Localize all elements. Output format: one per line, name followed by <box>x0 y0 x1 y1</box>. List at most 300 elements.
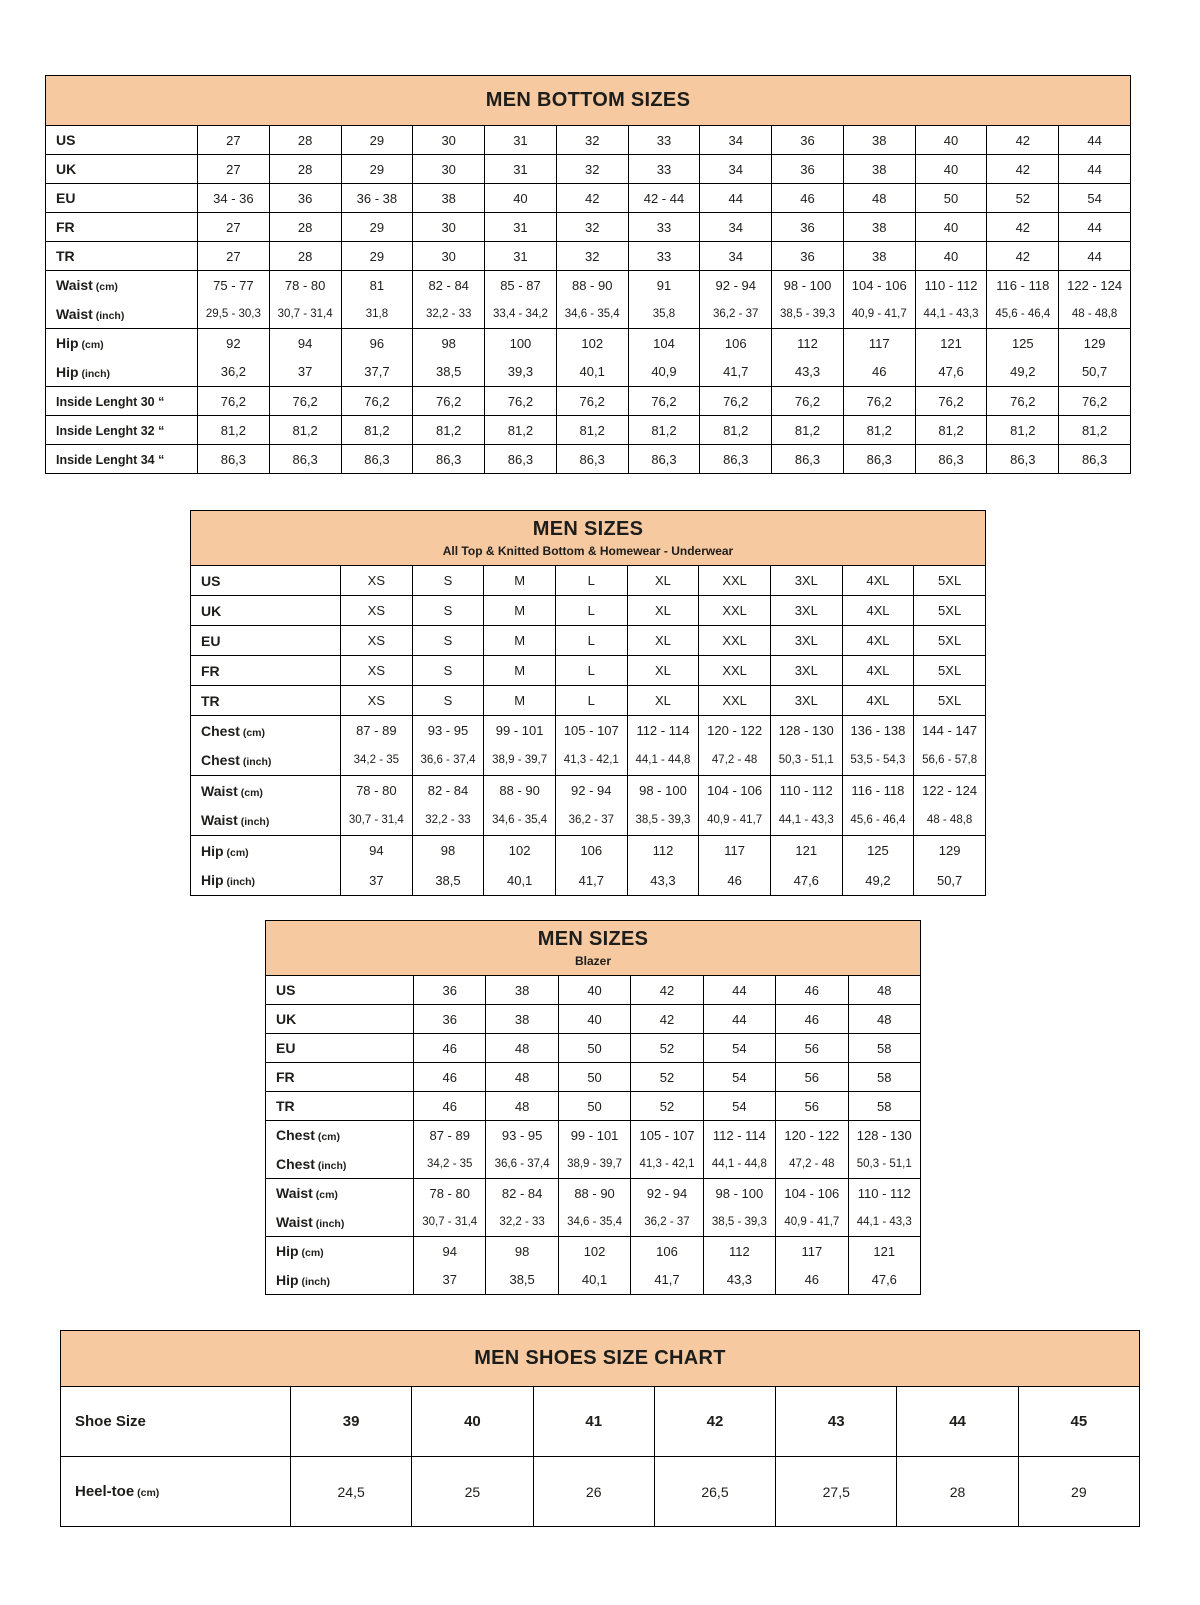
size-value: 76,2 <box>556 387 628 416</box>
size-value: 29 <box>1018 1457 1139 1527</box>
size-value: 81,2 <box>987 416 1059 445</box>
size-value: 52 <box>987 184 1059 213</box>
table-row <box>266 1034 921 1063</box>
size-value: 94 <box>341 836 413 866</box>
size-value: 43,3 <box>772 358 844 387</box>
size-value: 40,1 <box>556 358 628 387</box>
table-row <box>266 1121 921 1150</box>
size-value: 98 - 100 <box>627 776 699 806</box>
row-label: TR <box>191 686 341 716</box>
size-value: 38 <box>843 126 915 155</box>
size-value: 38 <box>413 184 485 213</box>
size-value: 28 <box>269 155 341 184</box>
size-value: 44,1 - 43,3 <box>915 300 987 329</box>
size-value: 110 - 112 <box>915 271 987 300</box>
table-row <box>46 387 1131 416</box>
size-value: 86,3 <box>269 445 341 474</box>
row-label: Waist (inch) <box>46 300 198 329</box>
size-value: S <box>412 626 484 656</box>
size-value: 46 <box>772 184 844 213</box>
size-value: 98 <box>412 836 484 866</box>
table-header-band <box>266 921 921 976</box>
size-value: 81,2 <box>772 416 844 445</box>
size-value: 48 <box>486 1063 558 1092</box>
size-value: 86,3 <box>772 445 844 474</box>
size-value: 4XL <box>842 626 914 656</box>
size-value: 56 <box>776 1034 848 1063</box>
size-value: 48 <box>848 1005 920 1034</box>
size-value: 76,2 <box>341 387 413 416</box>
size-value: 42 <box>987 242 1059 271</box>
size-value: 40 <box>485 184 557 213</box>
row-label: TR <box>266 1092 414 1121</box>
size-value: 125 <box>842 836 914 866</box>
size-value: 86,3 <box>915 445 987 474</box>
size-value: 122 - 124 <box>914 776 986 806</box>
size-value: 81,2 <box>269 416 341 445</box>
size-value: S <box>412 686 484 716</box>
size-value: M <box>484 566 556 596</box>
size-value: 27 <box>198 126 270 155</box>
size-value: 34,2 - 35 <box>341 746 413 776</box>
size-value: 52 <box>631 1092 703 1121</box>
size-value: 36 <box>772 126 844 155</box>
size-value: M <box>484 686 556 716</box>
table-row <box>266 1063 921 1092</box>
size-value: 32,2 - 33 <box>413 300 485 329</box>
size-value: 58 <box>848 1063 920 1092</box>
size-value: XXL <box>699 656 771 686</box>
table-header-band <box>61 1331 1140 1387</box>
table-row <box>46 358 1131 387</box>
row-label: Chest (inch) <box>266 1150 414 1179</box>
table-row <box>46 416 1131 445</box>
size-value: 46 <box>699 866 771 896</box>
size-value: 88 - 90 <box>484 776 556 806</box>
row-label: Chest (cm) <box>191 716 341 746</box>
size-value: 43 <box>776 1387 897 1457</box>
men-bottom-sizes-table <box>45 75 1131 474</box>
size-value: 4XL <box>842 686 914 716</box>
table-row <box>46 329 1131 358</box>
size-value: 81 <box>341 271 413 300</box>
size-value: 112 <box>627 836 699 866</box>
row-label: Hip (cm) <box>46 329 198 358</box>
row-label: FR <box>191 656 341 686</box>
size-value: 44,1 - 44,8 <box>627 746 699 776</box>
row-label: US <box>266 976 414 1005</box>
size-value: 50,7 <box>1059 358 1131 387</box>
size-value: 81,2 <box>628 416 700 445</box>
size-value: 38,9 - 39,7 <box>558 1150 630 1179</box>
table-header <box>191 511 986 566</box>
row-label: Heel-toe (cm) <box>61 1457 291 1527</box>
size-value: 76,2 <box>1059 387 1131 416</box>
size-value: 104 - 106 <box>699 776 771 806</box>
row-label: Chest (inch) <box>191 746 341 776</box>
size-value: 87 - 89 <box>341 716 413 746</box>
size-value: 38 <box>843 155 915 184</box>
size-value: 38,5 <box>412 866 484 896</box>
size-value: 92 <box>198 329 270 358</box>
size-value: 29 <box>341 126 413 155</box>
row-label: Hip (cm) <box>191 836 341 866</box>
size-value: 116 - 118 <box>987 271 1059 300</box>
size-value: 120 - 122 <box>699 716 771 746</box>
table-row <box>191 566 986 596</box>
size-value: 85 - 87 <box>485 271 557 300</box>
size-value: 110 - 112 <box>770 776 842 806</box>
men-sizes-top-table <box>190 510 986 896</box>
size-value: 82 - 84 <box>413 271 485 300</box>
size-value: S <box>412 656 484 686</box>
size-value: 112 <box>772 329 844 358</box>
size-value: 40 <box>915 126 987 155</box>
table-row <box>191 836 986 866</box>
row-label: Waist (cm) <box>46 271 198 300</box>
size-value: 26 <box>533 1457 654 1527</box>
size-value: L <box>555 596 627 626</box>
size-value: 29 <box>341 242 413 271</box>
table-row <box>46 184 1131 213</box>
size-value: 42 - 44 <box>628 184 700 213</box>
size-value: 129 <box>914 836 986 866</box>
size-value: 39,3 <box>485 358 557 387</box>
size-value: XXL <box>699 566 771 596</box>
row-label: UK <box>46 155 198 184</box>
table-row <box>191 596 986 626</box>
size-value: 36,2 - 37 <box>631 1208 703 1237</box>
size-value: 27 <box>198 155 270 184</box>
size-value: 50,7 <box>914 866 986 896</box>
size-value: 29 <box>341 213 413 242</box>
size-value: 58 <box>848 1034 920 1063</box>
size-value: 41,7 <box>700 358 772 387</box>
size-value: 4XL <box>842 656 914 686</box>
men-sizes-blazer-section <box>265 920 921 1295</box>
row-label: UK <box>266 1005 414 1034</box>
table-row <box>46 271 1131 300</box>
size-value: 39 <box>291 1387 412 1457</box>
men-shoes-table <box>60 1330 1140 1527</box>
size-value: 93 - 95 <box>412 716 484 746</box>
size-value: 42 <box>987 126 1059 155</box>
size-value: 34,2 - 35 <box>414 1150 486 1179</box>
size-value: 96 <box>341 329 413 358</box>
table-row <box>191 626 986 656</box>
size-value: 86,3 <box>700 445 772 474</box>
size-value: S <box>412 566 484 596</box>
size-value: M <box>484 596 556 626</box>
row-label: Waist (cm) <box>266 1179 414 1208</box>
table-row <box>46 242 1131 271</box>
size-value: 37,7 <box>341 358 413 387</box>
table-row <box>61 1387 1140 1457</box>
size-value: 50 <box>558 1034 630 1063</box>
size-value: 44,1 - 43,3 <box>770 806 842 836</box>
row-label: UK <box>191 596 341 626</box>
size-value: 46 <box>843 358 915 387</box>
size-value: 106 <box>700 329 772 358</box>
size-value: 76,2 <box>843 387 915 416</box>
table-row <box>266 1208 921 1237</box>
size-value: 40,1 <box>484 866 556 896</box>
size-value: 47,2 - 48 <box>699 746 771 776</box>
table-row <box>191 806 986 836</box>
size-value: L <box>555 686 627 716</box>
size-value: 32 <box>556 213 628 242</box>
size-value: 30 <box>413 155 485 184</box>
size-value: 86,3 <box>485 445 557 474</box>
size-value: 52 <box>631 1063 703 1092</box>
size-value: 102 <box>558 1237 630 1266</box>
size-value: 122 - 124 <box>1059 271 1131 300</box>
size-value: 76,2 <box>915 387 987 416</box>
size-value: 48 <box>486 1092 558 1121</box>
size-value: 31,8 <box>341 300 413 329</box>
size-value: 121 <box>915 329 987 358</box>
size-value: 33 <box>628 213 700 242</box>
size-value: 5XL <box>914 566 986 596</box>
size-value: 42 <box>654 1387 775 1457</box>
size-value: 42 <box>631 976 703 1005</box>
size-value: 31 <box>485 213 557 242</box>
size-value: L <box>555 626 627 656</box>
table-subtitle: Blazer <box>574 954 612 968</box>
row-label: Hip (inch) <box>191 866 341 896</box>
size-value: 50 <box>558 1063 630 1092</box>
size-value: XS <box>341 566 413 596</box>
size-value: 44 <box>1059 242 1131 271</box>
table-header-band <box>46 76 1131 126</box>
size-value: 81,2 <box>485 416 557 445</box>
size-value: 43,3 <box>703 1266 775 1295</box>
size-value: 30 <box>413 242 485 271</box>
table-header <box>61 1331 1140 1387</box>
row-label: EU <box>191 626 341 656</box>
size-value: L <box>555 656 627 686</box>
size-value: 48 <box>843 184 915 213</box>
table-title: MEN SIZES <box>537 928 649 950</box>
size-value: 50,3 - 51,1 <box>848 1150 920 1179</box>
table-row <box>266 1179 921 1208</box>
size-value: 58 <box>848 1092 920 1121</box>
size-value: 45 <box>1018 1387 1139 1457</box>
size-value: 98 - 100 <box>703 1179 775 1208</box>
row-label: Inside Lenght 30 “ <box>46 387 198 416</box>
size-value: 53,5 - 54,3 <box>842 746 914 776</box>
size-value: 40,9 - 41,7 <box>843 300 915 329</box>
size-value: 4XL <box>842 596 914 626</box>
size-value: 94 <box>269 329 341 358</box>
size-value: 44 <box>703 1005 775 1034</box>
table-row <box>46 300 1131 329</box>
size-value: 47,6 <box>915 358 987 387</box>
size-value: 5XL <box>914 626 986 656</box>
size-value: 76,2 <box>269 387 341 416</box>
size-value: 41 <box>533 1387 654 1457</box>
size-value: 36 <box>269 184 341 213</box>
size-value: 81,2 <box>700 416 772 445</box>
size-value: 38,5 <box>413 358 485 387</box>
size-value: 40,9 - 41,7 <box>776 1208 848 1237</box>
size-value: M <box>484 656 556 686</box>
size-value: 30,7 - 31,4 <box>269 300 341 329</box>
size-value: 34 <box>700 126 772 155</box>
size-value: 86,3 <box>628 445 700 474</box>
size-value: 121 <box>770 836 842 866</box>
size-value: 104 - 106 <box>776 1179 848 1208</box>
size-value: 86,3 <box>1059 445 1131 474</box>
size-value: XL <box>627 566 699 596</box>
table-title: MEN SIZES <box>532 518 644 540</box>
size-value: 34,6 - 35,4 <box>558 1208 630 1237</box>
size-value: 129 <box>1059 329 1131 358</box>
size-value: 54 <box>703 1063 775 1092</box>
size-value: 106 <box>555 836 627 866</box>
size-value: 54 <box>703 1092 775 1121</box>
table-row <box>46 445 1131 474</box>
size-value: 104 <box>628 329 700 358</box>
size-value: 98 <box>486 1237 558 1266</box>
size-value: 105 - 107 <box>631 1121 703 1150</box>
size-value: 78 - 80 <box>269 271 341 300</box>
table-row <box>191 866 986 896</box>
size-value: 35,8 <box>628 300 700 329</box>
size-value: 48 - 48,8 <box>1059 300 1131 329</box>
size-value: 36,6 - 37,4 <box>412 746 484 776</box>
table-row <box>266 1266 921 1295</box>
size-value: 47,2 - 48 <box>776 1150 848 1179</box>
table-row <box>46 126 1131 155</box>
size-value: 49,2 <box>842 866 914 896</box>
size-value: 30 <box>413 213 485 242</box>
size-value: 36 <box>414 976 486 1005</box>
size-value: 36,2 - 37 <box>555 806 627 836</box>
size-value: 5XL <box>914 596 986 626</box>
size-value: 44,1 - 43,3 <box>848 1208 920 1237</box>
size-value: 52 <box>631 1034 703 1063</box>
size-value: 37 <box>269 358 341 387</box>
size-value: 128 - 130 <box>848 1121 920 1150</box>
table-row <box>191 686 986 716</box>
size-value: 92 - 94 <box>631 1179 703 1208</box>
size-value: 42 <box>987 213 1059 242</box>
size-value: 112 <box>703 1237 775 1266</box>
size-value: 105 - 107 <box>555 716 627 746</box>
men-bottom-sizes-section <box>45 75 1131 474</box>
size-value: 40 <box>558 976 630 1005</box>
size-value: 116 - 118 <box>842 776 914 806</box>
size-value: 28 <box>897 1457 1018 1527</box>
table-header <box>46 76 1131 126</box>
size-value: 128 - 130 <box>770 716 842 746</box>
size-value: M <box>484 626 556 656</box>
size-value: 100 <box>485 329 557 358</box>
size-value: 117 <box>699 836 771 866</box>
row-label: EU <box>46 184 198 213</box>
size-value: XS <box>341 596 413 626</box>
size-value: 88 - 90 <box>556 271 628 300</box>
size-value: 86,3 <box>341 445 413 474</box>
size-value: 54 <box>703 1034 775 1063</box>
size-value: 33 <box>628 126 700 155</box>
table-row <box>266 1237 921 1266</box>
size-value: 28 <box>269 126 341 155</box>
size-value: XL <box>627 656 699 686</box>
size-value: 33,4 - 34,2 <box>485 300 557 329</box>
row-label: Waist (inch) <box>191 806 341 836</box>
row-label: FR <box>266 1063 414 1092</box>
size-value: 86,3 <box>413 445 485 474</box>
size-value: 34,6 - 35,4 <box>484 806 556 836</box>
size-value: 81,2 <box>413 416 485 445</box>
size-value: 93 - 95 <box>486 1121 558 1150</box>
size-value: 117 <box>843 329 915 358</box>
size-value: 44 <box>700 184 772 213</box>
size-value: 32,2 - 33 <box>486 1208 558 1237</box>
size-value: 34,6 - 35,4 <box>556 300 628 329</box>
size-value: 38 <box>843 242 915 271</box>
size-value: 92 - 94 <box>700 271 772 300</box>
table-header <box>266 921 921 976</box>
size-value: 78 - 80 <box>414 1179 486 1208</box>
size-value: 112 - 114 <box>703 1121 775 1150</box>
size-value: 34 - 36 <box>198 184 270 213</box>
size-value: 41,7 <box>555 866 627 896</box>
size-value: XL <box>627 596 699 626</box>
size-value: XL <box>627 626 699 656</box>
size-value: 27 <box>198 242 270 271</box>
size-value: 50 <box>915 184 987 213</box>
size-value: 28 <box>269 213 341 242</box>
men-sizes-blazer-table <box>265 920 921 1295</box>
table-row <box>266 1092 921 1121</box>
size-value: 3XL <box>770 656 842 686</box>
size-value: 28 <box>269 242 341 271</box>
size-value: 86,3 <box>556 445 628 474</box>
size-value: 32,2 - 33 <box>412 806 484 836</box>
size-value: 42 <box>987 155 1059 184</box>
size-value: 91 <box>628 271 700 300</box>
row-label: Hip (cm) <box>266 1237 414 1266</box>
size-value: 40 <box>915 213 987 242</box>
size-value: XL <box>627 686 699 716</box>
size-value: 5XL <box>914 686 986 716</box>
size-value: 26,5 <box>654 1457 775 1527</box>
size-value: 46 <box>776 1266 848 1295</box>
size-value: 76,2 <box>628 387 700 416</box>
row-label: Hip (inch) <box>46 358 198 387</box>
size-value: 40 <box>915 242 987 271</box>
size-value: 44 <box>1059 126 1131 155</box>
size-value: 102 <box>484 836 556 866</box>
size-value: 92 - 94 <box>555 776 627 806</box>
row-label: Waist (inch) <box>266 1208 414 1237</box>
size-value: 56 <box>776 1092 848 1121</box>
size-value: 78 - 80 <box>341 776 413 806</box>
size-value: 32 <box>556 242 628 271</box>
size-value: 120 - 122 <box>776 1121 848 1150</box>
size-value: 43,3 <box>627 866 699 896</box>
size-value: XS <box>341 656 413 686</box>
size-value: 81,2 <box>1059 416 1131 445</box>
size-value: 81,2 <box>915 416 987 445</box>
size-value: 42 <box>556 184 628 213</box>
size-value: 121 <box>848 1237 920 1266</box>
size-value: 98 <box>413 329 485 358</box>
size-value: XXL <box>699 686 771 716</box>
